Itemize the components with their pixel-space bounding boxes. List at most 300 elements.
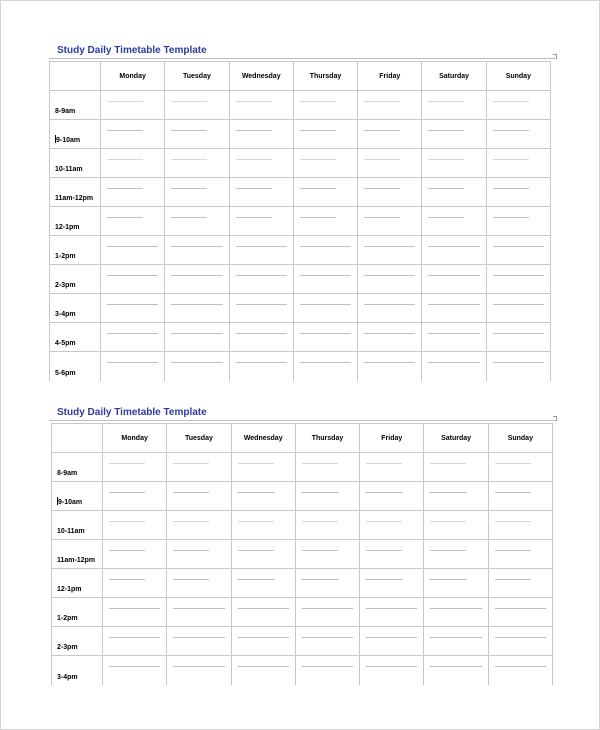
- table-row: [50, 265, 551, 294]
- schedule-cell[interactable]: [165, 294, 229, 323]
- writing-line: [171, 275, 222, 276]
- writing-line: [171, 159, 207, 160]
- writing-line: [236, 159, 272, 160]
- schedule-cell[interactable]: [360, 453, 424, 482]
- writing-line: [236, 304, 287, 305]
- schedule-cell[interactable]: [231, 627, 295, 656]
- schedule-cell[interactable]: [358, 236, 422, 265]
- writing-line: [107, 130, 143, 131]
- section-title: Study Daily Timetable Template: [57, 407, 207, 418]
- time-slot-text: 4-5pm: [55, 340, 76, 347]
- writing-line: [428, 246, 479, 247]
- time-slot-text: 3-4pm: [57, 673, 78, 681]
- writing-line: [171, 217, 207, 218]
- writing-line: [495, 550, 531, 551]
- schedule-cell[interactable]: [231, 540, 295, 569]
- table-row: [52, 627, 553, 656]
- schedule-cell[interactable]: [229, 120, 293, 149]
- schedule-cell[interactable]: [360, 569, 424, 598]
- writing-line: [302, 579, 338, 580]
- writing-line: [493, 246, 544, 247]
- writing-line: [366, 666, 417, 667]
- table-row: [52, 453, 553, 482]
- schedule-cell[interactable]: [101, 294, 165, 323]
- writing-line: [364, 246, 415, 247]
- writing-line: [428, 101, 464, 102]
- time-slot-text: 12-1pm: [57, 586, 82, 593]
- schedule-cell[interactable]: [486, 207, 550, 236]
- schedule-cell[interactable]: [293, 323, 357, 352]
- writing-line: [495, 492, 531, 493]
- schedule-cell[interactable]: [295, 656, 359, 685]
- writing-line: [107, 304, 158, 305]
- writing-line: [236, 246, 287, 247]
- schedule-cell[interactable]: [360, 598, 424, 627]
- schedule-cell[interactable]: [103, 482, 167, 511]
- time-slot-label: [50, 236, 101, 265]
- schedule-cell[interactable]: [488, 598, 552, 627]
- schedule-cell[interactable]: [101, 120, 165, 149]
- header-row: [50, 62, 551, 91]
- writing-line: [495, 463, 531, 464]
- writing-line: [364, 217, 400, 218]
- schedule-cell[interactable]: [229, 91, 293, 120]
- writing-line: [430, 492, 466, 493]
- schedule-cell[interactable]: [293, 352, 357, 381]
- writing-line: [366, 463, 402, 464]
- schedule-cell[interactable]: [167, 598, 231, 627]
- schedule-cell[interactable]: [101, 149, 165, 178]
- schedule-cell[interactable]: [486, 91, 550, 120]
- section-title: Study Daily Timetable Template: [57, 45, 207, 56]
- writing-line: [238, 637, 289, 638]
- schedule-cell[interactable]: [103, 598, 167, 627]
- writing-line: [493, 217, 529, 218]
- schedule-cell[interactable]: [103, 656, 167, 685]
- schedule-cell[interactable]: [358, 294, 422, 323]
- writing-line: [173, 666, 224, 667]
- schedule-cell[interactable]: [167, 511, 231, 540]
- writing-line: [493, 275, 544, 276]
- schedule-cell[interactable]: [293, 91, 357, 120]
- schedule-cell[interactable]: [424, 511, 488, 540]
- writing-line: [302, 608, 353, 609]
- schedule-cell[interactable]: [295, 540, 359, 569]
- schedule-cell[interactable]: [231, 569, 295, 598]
- schedule-cell[interactable]: [422, 352, 486, 381]
- time-slot-text: 8-9am: [57, 470, 78, 477]
- writing-line: [171, 188, 207, 189]
- schedule-cell[interactable]: [295, 482, 359, 511]
- writing-line: [236, 130, 272, 131]
- schedule-cell[interactable]: [167, 482, 231, 511]
- writing-line: [495, 666, 546, 667]
- schedule-cell[interactable]: [167, 569, 231, 598]
- writing-line: [364, 275, 415, 276]
- writing-line: [430, 550, 466, 551]
- schedule-cell[interactable]: [486, 236, 550, 265]
- writing-line: [238, 608, 289, 609]
- writing-line: [493, 101, 529, 102]
- schedule-cell[interactable]: [231, 656, 295, 685]
- day-header: Wednesday: [229, 62, 293, 91]
- schedule-cell[interactable]: [167, 656, 231, 685]
- writing-line: [107, 275, 158, 276]
- time-slot-text: 8-9am: [55, 108, 76, 115]
- schedule-cell[interactable]: [424, 569, 488, 598]
- schedule-cell[interactable]: [229, 323, 293, 352]
- schedule-cell[interactable]: [229, 265, 293, 294]
- table-row: [50, 352, 551, 381]
- time-slot-label: [52, 656, 103, 685]
- corner-mark: [553, 54, 557, 59]
- schedule-cell[interactable]: [360, 511, 424, 540]
- schedule-cell[interactable]: [486, 294, 550, 323]
- writing-line: [173, 463, 209, 464]
- writing-line: [107, 101, 143, 102]
- writing-line: [366, 492, 402, 493]
- schedule-cell[interactable]: [424, 656, 488, 685]
- writing-line: [364, 333, 415, 334]
- writing-line: [300, 217, 336, 218]
- writing-line: [238, 463, 274, 464]
- time-slot-text: 1-2pm: [57, 615, 78, 622]
- writing-line: [430, 521, 466, 522]
- writing-line: [302, 492, 338, 493]
- time-slot-label: [50, 323, 101, 352]
- schedule-cell[interactable]: [488, 482, 552, 511]
- time-slot-label: [52, 453, 103, 482]
- schedule-cell[interactable]: [358, 91, 422, 120]
- schedule-cell[interactable]: [293, 120, 357, 149]
- schedule-cell[interactable]: [293, 207, 357, 236]
- writing-line: [364, 101, 400, 102]
- schedule-cell[interactable]: [165, 120, 229, 149]
- schedule-cell[interactable]: [295, 598, 359, 627]
- writing-line: [171, 101, 207, 102]
- schedule-cell[interactable]: [231, 511, 295, 540]
- schedule-cell[interactable]: [295, 627, 359, 656]
- schedule-cell[interactable]: [293, 236, 357, 265]
- writing-line: [493, 188, 529, 189]
- writing-line: [428, 304, 479, 305]
- time-slot-label: [50, 294, 101, 323]
- schedule-cell[interactable]: [167, 627, 231, 656]
- writing-line: [428, 217, 464, 218]
- time-slot-text: 2-3pm: [57, 644, 78, 651]
- schedule-cell[interactable]: [360, 656, 424, 685]
- writing-line: [107, 246, 158, 247]
- time-slot-label: [52, 482, 103, 511]
- schedule-cell[interactable]: [422, 149, 486, 178]
- writing-line: [173, 492, 209, 493]
- schedule-cell[interactable]: [360, 627, 424, 656]
- writing-line: [238, 521, 274, 522]
- schedule-cell[interactable]: [422, 294, 486, 323]
- schedule-cell[interactable]: [165, 91, 229, 120]
- schedule-cell[interactable]: [295, 569, 359, 598]
- table-row: [52, 511, 553, 540]
- writing-line: [493, 304, 544, 305]
- schedule-cell[interactable]: [101, 236, 165, 265]
- writing-line: [493, 362, 544, 363]
- writing-line: [495, 579, 531, 580]
- time-slot-label: [50, 120, 101, 149]
- writing-line: [364, 159, 400, 160]
- schedule-cell[interactable]: [165, 178, 229, 207]
- writing-line: [300, 130, 336, 131]
- writing-line: [430, 608, 481, 609]
- writing-line: [171, 362, 222, 363]
- writing-line: [109, 550, 145, 551]
- writing-line: [428, 130, 464, 131]
- schedule-cell[interactable]: [101, 91, 165, 120]
- schedule-cell[interactable]: [229, 178, 293, 207]
- schedule-cell[interactable]: [293, 149, 357, 178]
- schedule-cell[interactable]: [358, 323, 422, 352]
- schedule-cell[interactable]: [165, 207, 229, 236]
- table-row: [52, 656, 553, 685]
- schedule-cell[interactable]: [488, 627, 552, 656]
- schedule-cell[interactable]: [231, 453, 295, 482]
- schedule-cell[interactable]: [358, 207, 422, 236]
- schedule-cell[interactable]: [422, 323, 486, 352]
- title-rule: [49, 420, 556, 421]
- writing-line: [430, 463, 466, 464]
- schedule-cell[interactable]: [229, 236, 293, 265]
- writing-line: [109, 608, 160, 609]
- schedule-cell[interactable]: [422, 207, 486, 236]
- writing-line: [171, 130, 207, 131]
- writing-line: [428, 159, 464, 160]
- corner-cell: [50, 62, 101, 91]
- schedule-cell[interactable]: [101, 352, 165, 381]
- schedule-cell[interactable]: [488, 656, 552, 685]
- schedule-cell[interactable]: [488, 511, 552, 540]
- schedule-cell[interactable]: [103, 569, 167, 598]
- schedule-cell[interactable]: [103, 511, 167, 540]
- writing-line: [366, 550, 402, 551]
- writing-line: [107, 333, 158, 334]
- table-row: [52, 540, 553, 569]
- schedule-cell[interactable]: [229, 294, 293, 323]
- time-slot-label: [50, 149, 101, 178]
- schedule-cell[interactable]: [167, 540, 231, 569]
- writing-line: [493, 333, 544, 334]
- day-header: Wednesday: [231, 424, 295, 453]
- schedule-cell[interactable]: [422, 265, 486, 294]
- schedule-cell[interactable]: [101, 207, 165, 236]
- writing-line: [238, 550, 274, 551]
- time-slot-label: [50, 352, 101, 381]
- schedule-cell[interactable]: [167, 453, 231, 482]
- writing-line: [236, 217, 272, 218]
- corner-cell: [52, 424, 103, 453]
- time-slot-label: [52, 511, 103, 540]
- time-slot-text: 9-10am: [56, 137, 81, 144]
- time-slot-text: 3-4pm: [55, 311, 76, 318]
- schedule-cell[interactable]: [165, 149, 229, 178]
- writing-line: [171, 246, 222, 247]
- writing-line: [236, 362, 287, 363]
- writing-line: [109, 492, 145, 493]
- table-row: [50, 236, 551, 265]
- writing-line: [171, 304, 222, 305]
- writing-line: [107, 188, 143, 189]
- time-slot-label: [52, 569, 103, 598]
- writing-line: [238, 492, 274, 493]
- schedule-cell[interactable]: [295, 511, 359, 540]
- schedule-cell[interactable]: [486, 323, 550, 352]
- time-slot-text: 5-6pm: [55, 369, 76, 377]
- day-header: Saturday: [422, 62, 486, 91]
- schedule-cell[interactable]: [358, 352, 422, 381]
- schedule-cell[interactable]: [293, 178, 357, 207]
- schedule-cell[interactable]: [165, 323, 229, 352]
- writing-line: [109, 463, 145, 464]
- schedule-cell[interactable]: [101, 323, 165, 352]
- writing-line: [364, 130, 400, 131]
- schedule-cell[interactable]: [358, 178, 422, 207]
- schedule-cell[interactable]: [293, 265, 357, 294]
- writing-line: [300, 333, 351, 334]
- writing-line: [493, 130, 529, 131]
- schedule-cell[interactable]: [424, 453, 488, 482]
- schedule-cell[interactable]: [165, 265, 229, 294]
- schedule-cell[interactable]: [422, 120, 486, 149]
- time-slot-text: 12-1pm: [55, 224, 80, 231]
- writing-line: [366, 637, 417, 638]
- table-row: [50, 120, 551, 149]
- schedule-cell[interactable]: [486, 352, 550, 381]
- schedule-cell[interactable]: [486, 120, 550, 149]
- time-slot-text: 1-2pm: [55, 253, 76, 260]
- schedule-cell[interactable]: [101, 178, 165, 207]
- day-header: Monday: [103, 424, 167, 453]
- writing-line: [428, 188, 464, 189]
- writing-line: [173, 579, 209, 580]
- schedule-cell[interactable]: [229, 149, 293, 178]
- day-header: Sunday: [488, 424, 552, 453]
- writing-line: [366, 579, 402, 580]
- day-header: Monday: [101, 62, 165, 91]
- time-slot-label: [50, 91, 101, 120]
- schedule-cell[interactable]: [103, 540, 167, 569]
- schedule-cell[interactable]: [488, 540, 552, 569]
- writing-line: [430, 666, 481, 667]
- schedule-cell[interactable]: [358, 149, 422, 178]
- writing-line: [109, 521, 145, 522]
- schedule-cell[interactable]: [488, 453, 552, 482]
- schedule-cell[interactable]: [422, 91, 486, 120]
- table-row: [52, 482, 553, 511]
- timetable-table-2: [51, 423, 553, 685]
- writing-line: [302, 521, 338, 522]
- writing-line: [300, 362, 351, 363]
- time-slot-label: [52, 540, 103, 569]
- table-row: [50, 207, 551, 236]
- header-row: [52, 424, 553, 453]
- day-header: Tuesday: [165, 62, 229, 91]
- timetable-section-2: [49, 407, 557, 685]
- timetable-section-1: [49, 45, 557, 381]
- time-slot-text: 9-10am: [58, 499, 83, 506]
- writing-line: [107, 217, 143, 218]
- schedule-cell[interactable]: [424, 482, 488, 511]
- schedule-cell[interactable]: [360, 482, 424, 511]
- title-rule: [49, 58, 556, 59]
- writing-line: [171, 333, 222, 334]
- day-header: Tuesday: [167, 424, 231, 453]
- table-row: [52, 598, 553, 627]
- time-slot-text: 10-11am: [57, 528, 85, 535]
- schedule-cell[interactable]: [165, 352, 229, 381]
- schedule-cell[interactable]: [103, 627, 167, 656]
- writing-line: [300, 304, 351, 305]
- schedule-cell[interactable]: [165, 236, 229, 265]
- writing-line: [173, 637, 224, 638]
- schedule-cell[interactable]: [229, 207, 293, 236]
- time-slot-label: [50, 265, 101, 294]
- time-slot-label: [50, 178, 101, 207]
- day-header: Friday: [358, 62, 422, 91]
- schedule-cell[interactable]: [486, 265, 550, 294]
- writing-line: [302, 637, 353, 638]
- time-slot-text: 11am-12pm: [57, 557, 96, 564]
- schedule-cell[interactable]: [229, 352, 293, 381]
- writing-line: [238, 579, 274, 580]
- writing-line: [173, 608, 224, 609]
- writing-line: [107, 159, 143, 160]
- writing-line: [428, 362, 479, 363]
- schedule-cell[interactable]: [422, 236, 486, 265]
- time-slot-label: [52, 598, 103, 627]
- writing-line: [236, 333, 287, 334]
- schedule-cell[interactable]: [424, 627, 488, 656]
- time-slot-label: [50, 207, 101, 236]
- schedule-cell[interactable]: [486, 178, 550, 207]
- schedule-cell[interactable]: [358, 265, 422, 294]
- schedule-cell[interactable]: [424, 598, 488, 627]
- writing-line: [236, 101, 272, 102]
- table-row: [50, 91, 551, 120]
- schedule-cell[interactable]: [103, 453, 167, 482]
- day-header: Sunday: [486, 62, 550, 91]
- schedule-cell[interactable]: [360, 540, 424, 569]
- schedule-cell[interactable]: [231, 598, 295, 627]
- writing-line: [493, 159, 529, 160]
- writing-line: [238, 666, 289, 667]
- schedule-cell[interactable]: [295, 453, 359, 482]
- writing-line: [364, 362, 415, 363]
- schedule-cell[interactable]: [231, 482, 295, 511]
- writing-line: [302, 463, 338, 464]
- writing-line: [495, 608, 546, 609]
- schedule-cell[interactable]: [101, 265, 165, 294]
- schedule-cell[interactable]: [293, 294, 357, 323]
- schedule-cell[interactable]: [424, 540, 488, 569]
- schedule-cell[interactable]: [422, 178, 486, 207]
- writing-line: [300, 101, 336, 102]
- schedule-cell[interactable]: [486, 149, 550, 178]
- writing-line: [430, 637, 481, 638]
- writing-line: [428, 275, 479, 276]
- schedule-cell[interactable]: [358, 120, 422, 149]
- time-slot-text: 2-3pm: [55, 282, 76, 289]
- writing-line: [109, 579, 145, 580]
- schedule-cell[interactable]: [488, 569, 552, 598]
- writing-line: [236, 188, 272, 189]
